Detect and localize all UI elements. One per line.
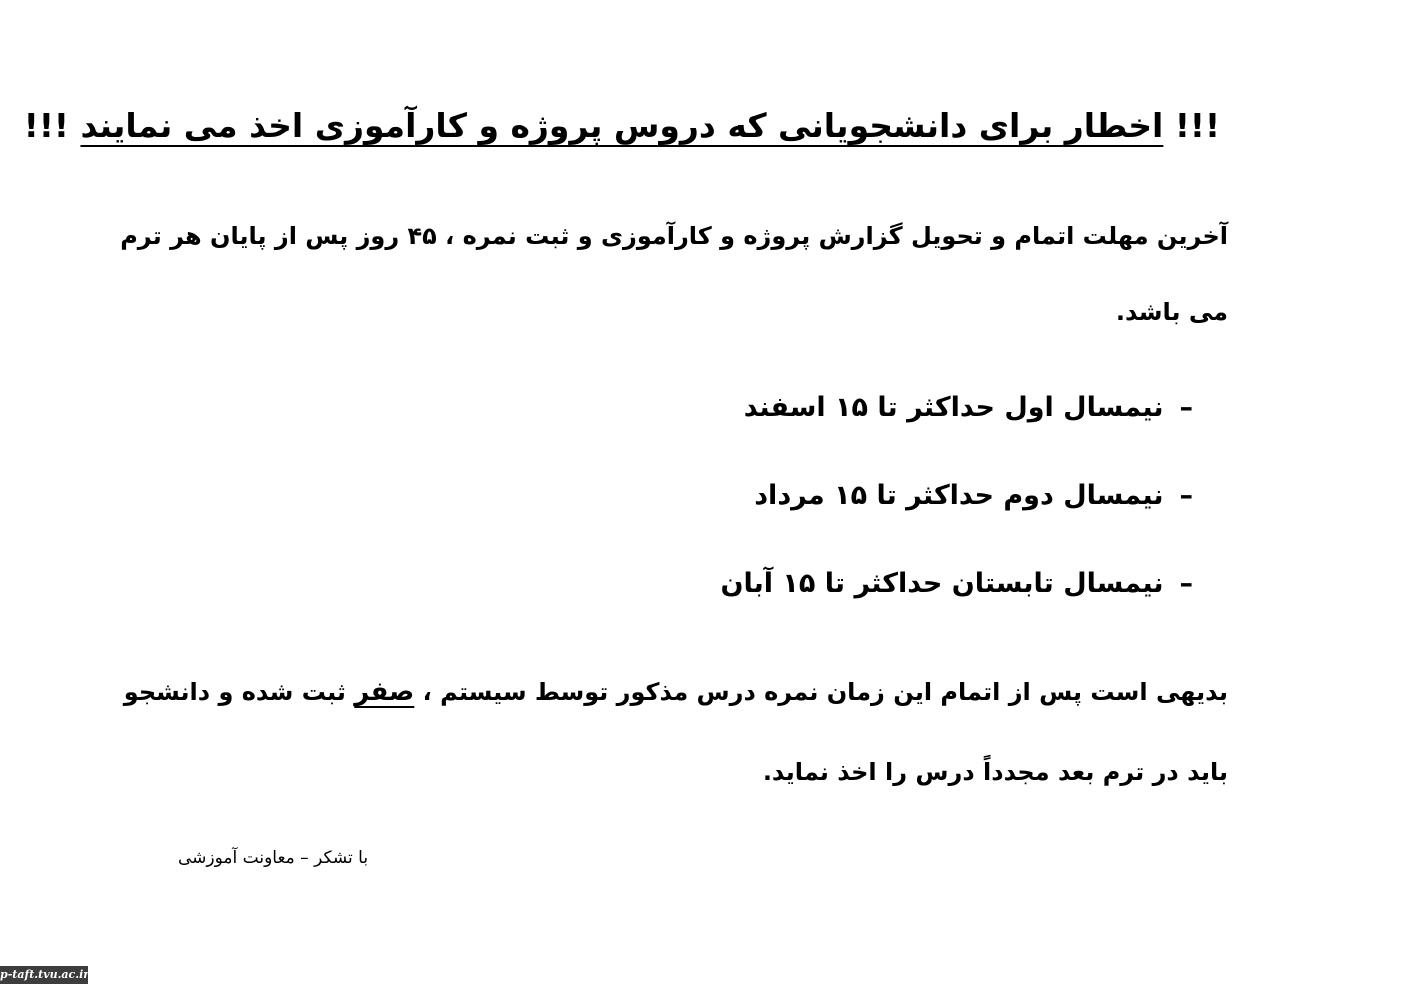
- deadline-item-second-semester: [393, 474, 1193, 518]
- title-exclamation-prefix: !!!: [1163, 106, 1220, 145]
- deadline-text: نیمسال تابستان حداکثر تا ۱۵ آبان: [720, 568, 1164, 599]
- notice-text-after: ثبت شده و دانشجو: [123, 678, 355, 706]
- notice-line-1: [123, 672, 1228, 712]
- deadline-text: نیمسال اول حداکثر تا ۱۵ اسفند: [743, 392, 1164, 423]
- page-title: [23, 100, 1220, 152]
- site-badge: p-taft.tvu.ac.ir: [0, 966, 88, 984]
- dash-bullet: –: [1179, 392, 1193, 423]
- title-exclamation-suffix: !!!: [23, 106, 81, 145]
- signature: با تشکر – معاونت آموزشی: [178, 848, 369, 868]
- intro-line-2: می باشد.: [1115, 298, 1228, 326]
- deadline-item-first-semester: [393, 386, 1193, 430]
- deadline-item-summer-semester: [393, 562, 1193, 606]
- intro-line-1: آخرین مهلت اتمام و تحویل گزارش پروژه و کارآموزی و ثبت نمره ، ۴۵ روز پس از پایان هر ترم: [120, 222, 1228, 250]
- notice-emphasis-zero: صفر: [354, 677, 415, 707]
- deadline-text: نیمسال دوم حداکثر تا ۱۵ مرداد: [754, 480, 1164, 511]
- dash-bullet: –: [1179, 480, 1193, 511]
- notice-line-2: باید در ترم بعد مجدداً درس را اخذ نماید.: [762, 758, 1228, 786]
- deadline-list: [393, 386, 1193, 650]
- dash-bullet: –: [1179, 568, 1193, 599]
- notice-text-before: بدیهی است پس از اتمام این زمان نمره درس مذکور توسط سیستم ،: [414, 678, 1228, 706]
- title-text: اخطار برای دانشجویانی که دروس پروژه و کارآموزی اخذ می نمایند: [80, 106, 1164, 145]
